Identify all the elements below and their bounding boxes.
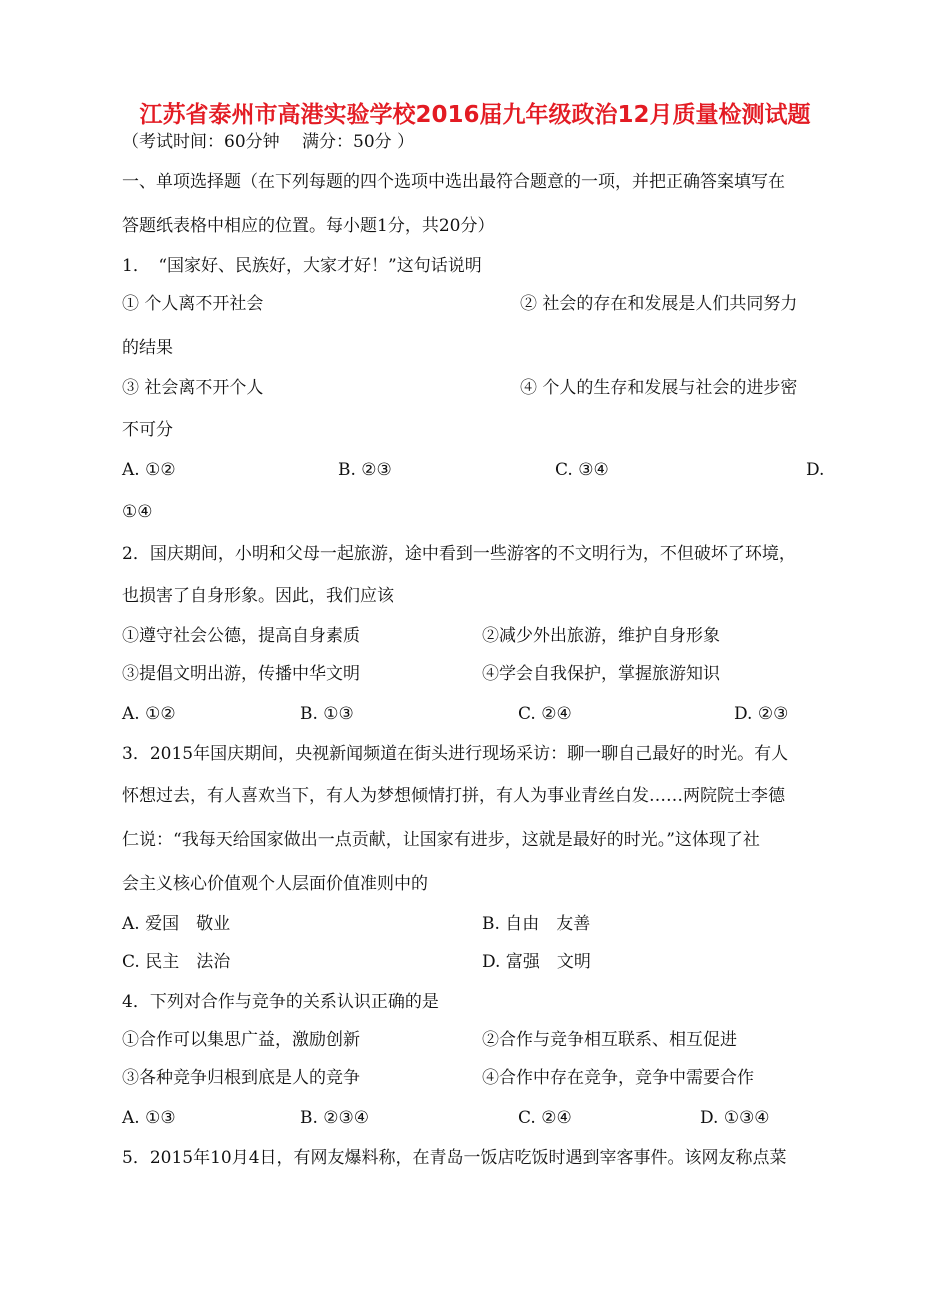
q4-option-c: C. ②④ (518, 1108, 572, 1128)
q1-statement-1: ① 个人离不开社会 (122, 294, 264, 314)
q3-stem-line1: 3．2015年国庆期间，央视新闻频道在街头进行现场采访：聊一聊自己最好的时光。有人 (122, 744, 789, 764)
q1-option-b: B. ②③ (338, 460, 392, 480)
q2-option-a: A. ①② (122, 704, 176, 724)
q4-option-b: B. ②③④ (300, 1108, 370, 1128)
q1-option-d: D. (806, 460, 825, 480)
q1-statement-4-cont: 不可分 (122, 420, 173, 440)
q2-statement-1: ①遵守社会公德，提高自身素质 (122, 626, 360, 646)
q4-statement-1: ①合作可以集思广益，激励创新 (122, 1030, 360, 1050)
q1-stem: 1． “国家好、民族好，大家才好！”这句话说明 (122, 256, 482, 276)
q1-statement-3: ③ 社会离不开个人 (122, 378, 264, 398)
q3-option-b: B. 自由 友善 (482, 914, 591, 934)
q3-option-c: C. 民主 法治 (122, 952, 231, 972)
q2-option-d: D. ②③ (734, 704, 789, 724)
q3-stem-line2: 怀想过去，有人喜欢当下，有人为梦想倾情打拼，有人为事业青丝白发……两院院士李德 (122, 786, 785, 806)
q4-stem: 4．下列对合作与竞争的关系认识正确的是 (122, 992, 439, 1012)
q2-option-c: C. ②④ (518, 704, 572, 724)
q1-option-a: A. ①② (122, 460, 176, 480)
q2-statement-3: ③提倡文明出游，传播中华文明 (122, 664, 360, 684)
q3-stem-line4: 会主义核心价值观个人层面价值准则中的 (122, 874, 428, 894)
q4-statement-2: ②合作与竞争相互联系、相互促进 (482, 1030, 737, 1050)
q1-statement-4: ④ 个人的生存和发展与社会的进步密 (520, 378, 798, 398)
q4-option-a: A. ①③ (122, 1108, 176, 1128)
q4-statement-3: ③各种竞争归根到底是人的竞争 (122, 1068, 360, 1088)
q1-statement-2: ② 社会的存在和发展是人们共同努力 (520, 294, 798, 314)
exam-info: （考试时间：60分钟 满分：50分 ） (122, 132, 415, 152)
q1-option-d-cont: ①④ (122, 502, 153, 522)
q4-statement-4: ④合作中存在竞争，竞争中需要合作 (482, 1068, 754, 1088)
q4-option-d: D. ①③④ (700, 1108, 770, 1128)
q1-option-c: C. ③④ (555, 460, 609, 480)
q2-option-b: B. ①③ (300, 704, 354, 724)
q3-option-a: A. 爱国 敬业 (122, 914, 231, 934)
q3-option-d: D. 富强 文明 (482, 952, 591, 972)
q3-stem-line3: 仁说：“我每天给国家做出一点贡献，让国家有进步，这就是最好的时光。”这体现了社 (122, 830, 760, 850)
document-title: 江苏省泰州市高港实验学校2016届九年级政治12月质量检测试题 (139, 102, 811, 128)
q2-stem-line2: 也损害了自身形象。因此，我们应该 (122, 586, 394, 606)
section-instruction-line2: 答题纸表格中相应的位置。每小题1分，共20分） (122, 216, 495, 236)
section-instruction-line1: 一、单项选择题（在下列每题的四个选项中选出最符合题意的一项，并把正确答案填写在 (122, 172, 785, 192)
q5-stem-line1: 5．2015年10月4日，有网友爆料称，在青岛一饭店吃饭时遇到宰客事件。该网友称点菜 (122, 1148, 787, 1168)
q2-stem-line1: 2．国庆期间，小明和父母一起旅游，途中看到一些游客的不文明行为，不但破坏了环境， (122, 544, 796, 564)
q2-statement-4: ④学会自我保护，掌握旅游知识 (482, 664, 720, 684)
q2-statement-2: ②减少外出旅游，维护自身形象 (482, 626, 720, 646)
q1-statement-2-cont: 的结果 (122, 338, 173, 358)
